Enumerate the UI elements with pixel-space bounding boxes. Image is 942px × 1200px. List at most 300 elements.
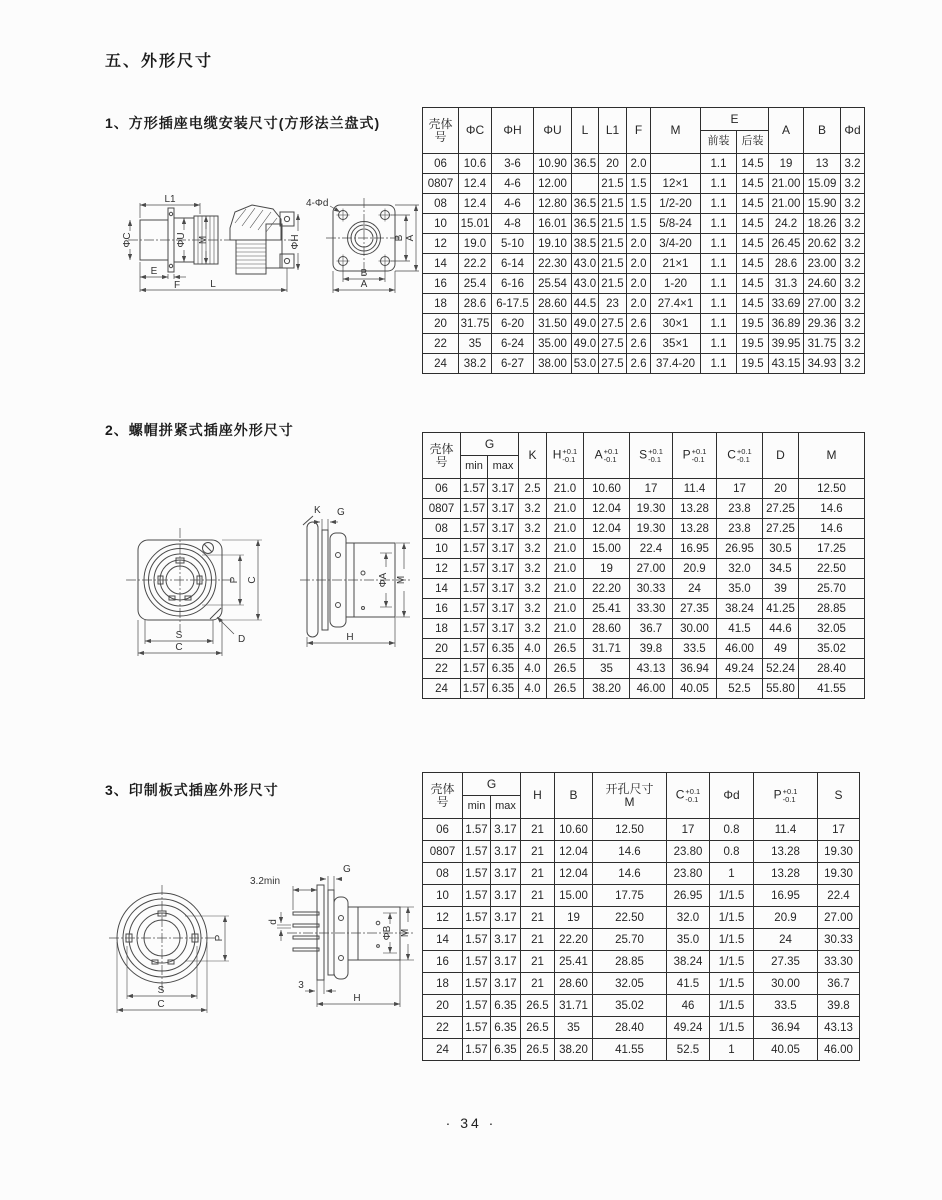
dim-label-C-horizontal: C xyxy=(175,642,183,653)
table-cell: 1.57 xyxy=(461,559,488,579)
column-header: P +0.1 -0.1 xyxy=(673,433,717,479)
table-cell: 27.00 xyxy=(630,559,673,579)
table-cell: 3.2 xyxy=(519,519,547,539)
table-cell: 2.0 xyxy=(627,274,651,294)
table-cell: 1.57 xyxy=(463,863,491,885)
table-cell: 3.2 xyxy=(519,499,547,519)
column-header: G xyxy=(461,433,519,456)
side-view xyxy=(287,885,413,980)
table-row xyxy=(423,479,865,499)
column-header: H xyxy=(521,773,555,819)
table-cell: 1.57 xyxy=(463,1017,491,1039)
table-cell: 3.17 xyxy=(488,579,519,599)
table-cell: 32.05 xyxy=(799,619,865,639)
table-cell: 38.00 xyxy=(534,354,572,374)
table-cell: 1.1 xyxy=(701,354,737,374)
table-cell: 35.02 xyxy=(799,639,865,659)
table-cell: 28.40 xyxy=(593,1017,667,1039)
table-cell: 28.85 xyxy=(799,599,865,619)
table-cell: 28.6 xyxy=(459,294,492,314)
table-cell: 6.35 xyxy=(491,1039,521,1061)
table-cell: 1.57 xyxy=(461,539,488,559)
dim-label-H: H xyxy=(346,632,354,643)
dim-label-3-2min: 3.2min xyxy=(250,876,281,887)
table-cell: 17 xyxy=(630,479,673,499)
dim-label-G: G xyxy=(337,507,345,518)
table-cell: 46.00 xyxy=(717,639,763,659)
column-header: 壳体 号 xyxy=(423,108,459,154)
table-cell: 35.00 xyxy=(534,334,572,354)
table-cell: 14.5 xyxy=(737,294,769,314)
table-cell: 1/1.5 xyxy=(710,973,754,995)
table-cell: 36.5 xyxy=(572,154,599,174)
drawing-square-flange-connector xyxy=(100,178,420,303)
column-header: ΦU xyxy=(534,108,572,154)
table-cell: 1.1 xyxy=(701,234,737,254)
table-cell: 20 xyxy=(599,154,627,174)
table-cell: 3.2 xyxy=(519,539,547,559)
table-cell: 14 xyxy=(423,929,463,951)
table-cell: 3.2 xyxy=(841,194,865,214)
table-cell: 6.35 xyxy=(488,659,519,679)
table-row xyxy=(423,863,860,885)
table-cell: 19.0 xyxy=(459,234,492,254)
table-cell: 25.41 xyxy=(555,951,593,973)
table-cell: 3.17 xyxy=(491,885,521,907)
table-cell: 36.5 xyxy=(572,194,599,214)
table-cell: 19.30 xyxy=(818,863,860,885)
table-cell: 14.5 xyxy=(737,274,769,294)
dim-label-C: C xyxy=(157,999,165,1010)
table-cell: 1/1.5 xyxy=(710,885,754,907)
table-cell: 12.4 xyxy=(459,194,492,214)
table-row xyxy=(423,907,860,929)
table-cell: 08 xyxy=(423,194,459,214)
column-header: C +0.1 -0.1 xyxy=(717,433,763,479)
table-cell: 14 xyxy=(423,254,459,274)
table-cell: 28.60 xyxy=(555,973,593,995)
table-row xyxy=(423,214,865,234)
table-cell: 21.5 xyxy=(599,194,627,214)
table-cell: 21 xyxy=(521,951,555,973)
table-cell: 0807 xyxy=(423,499,461,519)
table-cell: 26.5 xyxy=(547,679,584,699)
column-header: S xyxy=(818,773,860,819)
table-row xyxy=(423,951,860,973)
table-cell: 21 xyxy=(521,907,555,929)
table-cell: 17.25 xyxy=(799,539,865,559)
table-cell: 1.57 xyxy=(463,885,491,907)
table-cell: 1 xyxy=(710,863,754,885)
front-view xyxy=(109,885,217,992)
dim-label-M: M xyxy=(400,928,411,938)
column-header: G xyxy=(463,773,521,796)
table-cell: 31.75 xyxy=(804,334,841,354)
table-cell: 1.57 xyxy=(463,995,491,1017)
table-cell: 3.17 xyxy=(491,951,521,973)
table-cell: 3.2 xyxy=(841,294,865,314)
table-cell: 38.2 xyxy=(459,354,492,374)
table-cell: 26.45 xyxy=(769,234,804,254)
table-cell: 6-16 xyxy=(492,274,534,294)
table-cell: 1.1 xyxy=(701,314,737,334)
table-cell: 3.17 xyxy=(491,819,521,841)
table-cell: 55.80 xyxy=(763,679,799,699)
table-cell: 14.6 xyxy=(799,499,865,519)
table-cell: 21.5 xyxy=(599,214,627,234)
table-cell: 23.80 xyxy=(667,863,710,885)
table-cell: 49.24 xyxy=(667,1017,710,1039)
table-cell: 43.15 xyxy=(769,354,804,374)
table-cell: 22.20 xyxy=(555,929,593,951)
table-cell: 21 xyxy=(521,841,555,863)
table-cell: 22 xyxy=(423,1017,463,1039)
table-cell: 21 xyxy=(521,929,555,951)
table-cell: 27.00 xyxy=(804,294,841,314)
column-subheader: 后装 xyxy=(737,131,769,154)
table-cell: 19.30 xyxy=(630,519,673,539)
table-cell: 3.17 xyxy=(491,973,521,995)
table-row xyxy=(423,579,865,599)
table-cell: 22 xyxy=(423,659,461,679)
table-cell: 27.5 xyxy=(599,314,627,334)
table-cell: 15.01 xyxy=(459,214,492,234)
table-cell: 11.4 xyxy=(673,479,717,499)
table-cell: 6-20 xyxy=(492,314,534,334)
table-cell: 35 xyxy=(459,334,492,354)
table-cell: 49 xyxy=(763,639,799,659)
table-cell: 10.6 xyxy=(459,154,492,174)
table-cell: 24 xyxy=(673,579,717,599)
table-cell: 11.4 xyxy=(754,819,818,841)
column-header: H +0.1 -0.1 xyxy=(547,433,584,479)
table-cell: 21.0 xyxy=(547,479,584,499)
column-header: S +0.1 -0.1 xyxy=(630,433,673,479)
table-cell: 19 xyxy=(555,907,593,929)
column-subheader: min xyxy=(463,796,491,819)
table-cell: 4.0 xyxy=(519,679,547,699)
table-cell: 21.0 xyxy=(547,499,584,519)
column-header: 壳体 号 xyxy=(423,433,461,479)
table-cell: 21.0 xyxy=(547,619,584,639)
dim-label-phiA: ΦA xyxy=(378,572,389,588)
table-cell: 39 xyxy=(763,579,799,599)
nut-clamp-dimension-table xyxy=(422,432,865,699)
table-row xyxy=(423,1039,860,1061)
table-cell: 12 xyxy=(423,559,461,579)
table-cell: 17.75 xyxy=(593,885,667,907)
table-cell: 1.5 xyxy=(627,214,651,234)
table-cell: 26.5 xyxy=(547,659,584,679)
dim-label-D: D xyxy=(238,634,246,645)
table-cell: 1.1 xyxy=(701,214,737,234)
table-row xyxy=(423,841,860,863)
table-cell: 34.5 xyxy=(763,559,799,579)
table-cell: 1.57 xyxy=(461,499,488,519)
table-cell: 3.2 xyxy=(841,214,865,234)
table-cell: 1.57 xyxy=(461,659,488,679)
plug-side-view xyxy=(230,205,294,274)
table-cell: 21.0 xyxy=(547,559,584,579)
table-cell: 35 xyxy=(584,659,630,679)
table-cell: 13 xyxy=(804,154,841,174)
table-cell: 1/1.5 xyxy=(710,1017,754,1039)
table-cell: 21 xyxy=(521,885,555,907)
dim-label-4-phid: 4-Φd xyxy=(306,198,329,209)
table-cell: 14.5 xyxy=(737,194,769,214)
table-cell: 10 xyxy=(423,539,461,559)
column-header: ΦC xyxy=(459,108,492,154)
table-cell: 30×1 xyxy=(651,314,701,334)
table-row xyxy=(423,929,860,951)
table-cell: 21 xyxy=(521,863,555,885)
table-cell: 12.04 xyxy=(555,841,593,863)
table-cell: 20 xyxy=(423,314,459,334)
table-cell: 21×1 xyxy=(651,254,701,274)
table-cell: 15.90 xyxy=(804,194,841,214)
table-cell: 3.17 xyxy=(491,863,521,885)
table-cell: 18 xyxy=(423,619,461,639)
table-cell: 13.28 xyxy=(673,499,717,519)
column-header: A xyxy=(769,108,804,154)
table-cell: 14.5 xyxy=(737,154,769,174)
table-cell: 38.24 xyxy=(717,599,763,619)
table-cell: 1/1.5 xyxy=(710,907,754,929)
table-cell: 20.62 xyxy=(804,234,841,254)
column-header: K xyxy=(519,433,547,479)
table-cell: 6.35 xyxy=(488,679,519,699)
table-row xyxy=(423,639,865,659)
table-cell: 25.41 xyxy=(584,599,630,619)
table-cell: 6-24 xyxy=(492,334,534,354)
table-cell: 12.00 xyxy=(534,174,572,194)
table-cell: 46 xyxy=(667,995,710,1017)
table-cell: 18 xyxy=(423,294,459,314)
table-cell: 17 xyxy=(818,819,860,841)
table-cell: 14 xyxy=(423,579,461,599)
table-cell: 3.17 xyxy=(488,479,519,499)
table-cell: 12 xyxy=(423,907,463,929)
table-cell: 4.0 xyxy=(519,659,547,679)
table-row xyxy=(423,154,865,174)
table-cell: 6-17.5 xyxy=(492,294,534,314)
table-cell: 2.6 xyxy=(627,334,651,354)
table-cell: 52.5 xyxy=(717,679,763,699)
table-cell: 36.5 xyxy=(572,214,599,234)
table-row xyxy=(423,559,865,579)
table-cell: 4-6 xyxy=(492,194,534,214)
table-cell: 26.5 xyxy=(547,639,584,659)
table-cell: 6-27 xyxy=(492,354,534,374)
table-cell: 08 xyxy=(423,519,461,539)
table-cell: 1.57 xyxy=(461,479,488,499)
table-cell: 17 xyxy=(717,479,763,499)
table-cell: 1/1.5 xyxy=(710,951,754,973)
table-cell: 4.0 xyxy=(519,639,547,659)
table-cell: 1 xyxy=(710,1039,754,1061)
table-cell: 30.33 xyxy=(818,929,860,951)
table-cell: 16 xyxy=(423,951,463,973)
column-header: B xyxy=(804,108,841,154)
table-row xyxy=(423,599,865,619)
dim-label-phiC: ΦC xyxy=(122,232,133,248)
table-cell: 3.17 xyxy=(488,499,519,519)
section-2-heading: 2、螺帽拼紧式插座外形尺寸 xyxy=(105,422,294,438)
table-cell: 0807 xyxy=(423,174,459,194)
table-cell: 39.95 xyxy=(769,334,804,354)
table-cell: 25.70 xyxy=(799,579,865,599)
table-cell: 23 xyxy=(599,294,627,314)
table-cell: 25.4 xyxy=(459,274,492,294)
section-3-heading: 3、印制板式插座外形尺寸 xyxy=(105,782,279,798)
table-cell: 22.50 xyxy=(593,907,667,929)
table-cell: 22.2 xyxy=(459,254,492,274)
table-cell: 33.30 xyxy=(818,951,860,973)
table-cell: 12.04 xyxy=(584,519,630,539)
table-row xyxy=(423,659,865,679)
table-cell: 3.17 xyxy=(488,619,519,639)
column-subheader: min xyxy=(461,456,488,479)
dim-label-d: d xyxy=(268,919,279,925)
table-cell: 43.0 xyxy=(572,274,599,294)
table-cell: 3.17 xyxy=(488,519,519,539)
pcb-dimension-table xyxy=(422,772,860,1061)
table-cell: 26.95 xyxy=(667,885,710,907)
table-cell: 0.8 xyxy=(710,841,754,863)
table-cell: 12 xyxy=(423,234,459,254)
table-cell: 39.8 xyxy=(630,639,673,659)
table-cell: 5/8-24 xyxy=(651,214,701,234)
dim-label-A-side: A xyxy=(405,234,416,242)
table-cell: 18 xyxy=(423,973,463,995)
column-header: Φd xyxy=(710,773,754,819)
table-cell: 26.95 xyxy=(717,539,763,559)
dim-label-M: M xyxy=(198,235,209,245)
table-cell: 27.5 xyxy=(599,354,627,374)
table-cell: 27.35 xyxy=(673,599,717,619)
table-cell: 25.54 xyxy=(534,274,572,294)
column-subheader: max xyxy=(491,796,521,819)
column-header: L1 xyxy=(599,108,627,154)
table-row xyxy=(423,539,865,559)
table-cell: 32.0 xyxy=(717,559,763,579)
table-cell: 12.04 xyxy=(555,863,593,885)
dim-label-F: F xyxy=(173,280,181,291)
dim-label-A-bottom: A xyxy=(360,279,368,290)
table-cell: 27.25 xyxy=(763,519,799,539)
column-header: 开孔尺寸 M xyxy=(593,773,667,819)
drawing-2-labels xyxy=(175,505,407,653)
table-cell: 16.95 xyxy=(754,885,818,907)
table-cell: 3.2 xyxy=(841,334,865,354)
table-cell: 14.6 xyxy=(593,841,667,863)
table-cell: 3.2 xyxy=(841,274,865,294)
table-cell: 49.0 xyxy=(572,334,599,354)
table-cell: 2.6 xyxy=(627,314,651,334)
table-cell: 28.40 xyxy=(799,659,865,679)
table-cell: 35×1 xyxy=(651,334,701,354)
table-cell xyxy=(651,154,701,174)
table-cell: 25.70 xyxy=(593,929,667,951)
table-cell: 19.5 xyxy=(737,334,769,354)
drawing-pcb-connector xyxy=(95,850,425,1015)
table-cell: 21.00 xyxy=(769,194,804,214)
table-cell: 15.00 xyxy=(555,885,593,907)
table-cell: 3.2 xyxy=(841,314,865,334)
table-cell: 22.20 xyxy=(584,579,630,599)
table-cell: 46.00 xyxy=(818,1039,860,1061)
table-row xyxy=(423,679,865,699)
table-cell: 1.57 xyxy=(461,639,488,659)
table-cell: 3.17 xyxy=(491,841,521,863)
table-cell: 26.5 xyxy=(521,1039,555,1061)
table-cell: 27.00 xyxy=(818,907,860,929)
column-header: M xyxy=(651,108,701,154)
table-cell: 2.0 xyxy=(627,254,651,274)
table-cell: 21.5 xyxy=(599,254,627,274)
table-cell: 49.24 xyxy=(717,659,763,679)
dim-label-P: P xyxy=(214,934,225,942)
table-cell: 2.6 xyxy=(627,354,651,374)
table-cell: 10 xyxy=(423,214,459,234)
dim-label-P: P xyxy=(229,576,240,584)
table-cell: 13.28 xyxy=(673,519,717,539)
table-cell: 28.60 xyxy=(584,619,630,639)
table-cell: 41.55 xyxy=(593,1039,667,1061)
table-row xyxy=(423,819,860,841)
table-cell: 1.1 xyxy=(701,294,737,314)
column-header: ΦH xyxy=(492,108,534,154)
table-cell: 36.89 xyxy=(769,314,804,334)
table-cell: 26.5 xyxy=(521,995,555,1017)
table-cell: 1/1.5 xyxy=(710,929,754,951)
dim-label-3: 3 xyxy=(298,980,304,991)
table-cell: 16 xyxy=(423,274,459,294)
table-cell: 12.4 xyxy=(459,174,492,194)
table-cell: 28.6 xyxy=(769,254,804,274)
dim-label-K: K xyxy=(314,505,321,516)
table-cell: 19 xyxy=(584,559,630,579)
table-cell: 31.71 xyxy=(555,995,593,1017)
table-cell: 33.69 xyxy=(769,294,804,314)
table-cell: 22 xyxy=(423,334,459,354)
table-cell: 20.9 xyxy=(673,559,717,579)
column-header: L xyxy=(572,108,599,154)
table-cell: 1.57 xyxy=(461,519,488,539)
table-cell: 27.4×1 xyxy=(651,294,701,314)
table-cell: 1.1 xyxy=(701,254,737,274)
table-cell: 24 xyxy=(423,679,461,699)
table-cell: 3.2 xyxy=(519,619,547,639)
section-1-heading: 1、方形插座电缆安装尺寸(方形法兰盘式) xyxy=(105,115,381,131)
table-cell: 08 xyxy=(423,863,463,885)
table-cell: 6.35 xyxy=(491,1017,521,1039)
table-cell: 16.95 xyxy=(673,539,717,559)
dim-label-L: L xyxy=(210,279,216,290)
table-row xyxy=(423,234,865,254)
table-cell: 21.5 xyxy=(599,234,627,254)
table-cell: 12.04 xyxy=(584,499,630,519)
table-cell: 1.57 xyxy=(463,929,491,951)
table-cell: 1.57 xyxy=(463,951,491,973)
table-cell: 1.57 xyxy=(461,619,488,639)
table-cell: 22.50 xyxy=(799,559,865,579)
column-header: 壳体 号 xyxy=(423,773,463,819)
table-cell: 24.2 xyxy=(769,214,804,234)
square-flange-front-view xyxy=(326,198,402,278)
table-cell: 2.0 xyxy=(627,154,651,174)
table-cell: 19.5 xyxy=(737,314,769,334)
